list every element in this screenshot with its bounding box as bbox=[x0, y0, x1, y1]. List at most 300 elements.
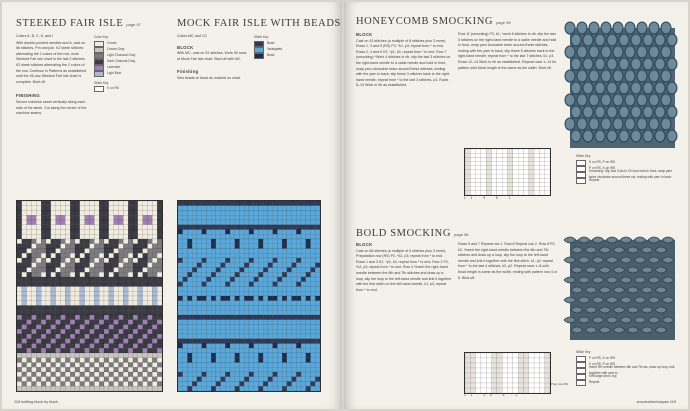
chart-cell bbox=[51, 358, 56, 363]
chart-cell bbox=[46, 239, 51, 244]
knit-cell bbox=[589, 70, 599, 82]
chart-cell bbox=[152, 315, 157, 320]
chart-cell bbox=[22, 329, 27, 334]
chart-cell bbox=[51, 301, 56, 306]
chart-cell bbox=[277, 220, 282, 225]
chart-cell bbox=[119, 348, 124, 353]
chart-cell bbox=[70, 301, 75, 306]
chart-cell bbox=[192, 377, 197, 382]
chart-cell bbox=[104, 377, 109, 382]
chart-cell bbox=[534, 162, 539, 166]
chart-cell bbox=[258, 315, 263, 320]
chart-cell bbox=[235, 386, 240, 391]
chart-cell bbox=[17, 220, 22, 225]
chart-cell bbox=[183, 325, 188, 330]
chart-cell bbox=[240, 282, 245, 287]
chart-cell bbox=[70, 325, 75, 330]
chart-cell bbox=[273, 377, 278, 382]
chart-cell bbox=[27, 320, 32, 325]
chart-cell bbox=[221, 348, 226, 353]
chart-cell bbox=[254, 320, 259, 325]
chart-cell bbox=[75, 249, 80, 254]
chart-cell bbox=[529, 373, 534, 378]
knit-cell bbox=[619, 82, 629, 94]
chart-cell bbox=[273, 201, 278, 206]
chart-cell bbox=[306, 339, 311, 344]
chart-cell bbox=[277, 358, 282, 363]
chart-cell bbox=[138, 244, 143, 249]
chart-cell bbox=[56, 310, 61, 315]
chart-cell bbox=[27, 296, 32, 301]
chart-cell bbox=[306, 296, 311, 301]
chart-cell bbox=[27, 244, 32, 249]
chart-cell bbox=[235, 329, 240, 334]
chart-cell bbox=[56, 329, 61, 334]
chart-cell bbox=[268, 268, 273, 273]
chart-cell bbox=[114, 353, 119, 358]
chart-cell bbox=[486, 378, 491, 383]
chart-cell bbox=[123, 291, 128, 296]
chart-cell bbox=[138, 363, 143, 368]
chart-cell bbox=[221, 230, 226, 235]
chart-cell bbox=[119, 325, 124, 330]
chart-cell bbox=[282, 272, 287, 277]
knit-cell bbox=[649, 46, 659, 58]
chart-cell bbox=[99, 249, 104, 254]
chart-cell bbox=[61, 382, 66, 387]
chart-cell bbox=[178, 358, 183, 363]
chart-cell bbox=[148, 363, 153, 368]
chart-cell bbox=[133, 211, 138, 216]
chart-cell bbox=[99, 225, 104, 230]
chart-cell bbox=[235, 258, 240, 263]
chart-cell bbox=[183, 329, 188, 334]
chart-cell bbox=[157, 325, 162, 330]
chart-cell bbox=[282, 225, 287, 230]
chart-cell bbox=[109, 301, 114, 306]
chart-cell bbox=[244, 263, 249, 268]
chart-cell bbox=[80, 296, 85, 301]
chart-cell bbox=[230, 348, 235, 353]
chart-cell bbox=[178, 325, 183, 330]
chart-cell bbox=[51, 382, 56, 387]
chart-cell bbox=[70, 310, 75, 315]
chart-cell bbox=[306, 249, 311, 254]
chart-cell bbox=[497, 182, 502, 186]
chart-cell bbox=[143, 201, 148, 206]
honeycomb-stitch-key bbox=[576, 154, 676, 184]
chart-cell bbox=[104, 258, 109, 263]
chart-cell bbox=[148, 234, 153, 239]
chart-cell bbox=[56, 363, 61, 368]
chart-cell bbox=[206, 215, 211, 220]
chart-cell bbox=[36, 353, 41, 358]
chart-cell bbox=[225, 339, 230, 344]
chart-cell bbox=[61, 377, 66, 382]
chart-cell bbox=[178, 320, 183, 325]
chart-cell bbox=[244, 220, 249, 225]
chart-cell bbox=[143, 215, 148, 220]
chart-cell bbox=[85, 348, 90, 353]
chart-cell bbox=[32, 367, 37, 372]
chart-cell bbox=[128, 306, 133, 311]
chart-cell bbox=[273, 353, 278, 358]
chart-cell bbox=[65, 211, 70, 216]
chart-cell bbox=[287, 258, 292, 263]
right-page bbox=[344, 2, 688, 409]
chart-cell bbox=[197, 334, 202, 339]
chart-cell bbox=[148, 211, 153, 216]
chart-cell bbox=[114, 253, 119, 258]
chart-cell bbox=[481, 383, 486, 388]
chart-cell bbox=[240, 386, 245, 391]
chart-cell bbox=[51, 268, 56, 273]
chart-cell bbox=[143, 282, 148, 287]
knit-cell bbox=[595, 34, 605, 46]
chart-cell bbox=[65, 272, 70, 277]
chart-cell bbox=[56, 287, 61, 292]
chart-cell bbox=[85, 249, 90, 254]
chart-cell bbox=[183, 301, 188, 306]
chart-cell bbox=[65, 268, 70, 273]
chart-cell bbox=[114, 315, 119, 320]
chart-cell bbox=[277, 253, 282, 258]
chart-cell bbox=[263, 334, 268, 339]
chart-cell bbox=[211, 325, 216, 330]
chart-cell bbox=[306, 358, 311, 363]
chart-cell bbox=[282, 358, 287, 363]
chart-cell bbox=[254, 310, 259, 315]
chart-cell bbox=[311, 329, 316, 334]
chart-cell bbox=[254, 282, 259, 287]
chart-cell bbox=[94, 258, 99, 263]
chart-cell bbox=[202, 258, 207, 263]
chart-cell bbox=[277, 339, 282, 344]
chart-cell bbox=[192, 239, 197, 244]
chart-grid bbox=[465, 353, 550, 393]
chart-cell bbox=[75, 230, 80, 235]
chart-cell bbox=[51, 211, 56, 216]
chart-cell bbox=[27, 206, 32, 211]
chart-cell bbox=[157, 263, 162, 268]
chart-cell bbox=[277, 244, 282, 249]
chart-cell bbox=[41, 325, 46, 330]
chart-cell bbox=[513, 191, 518, 195]
chart-cell bbox=[138, 282, 143, 287]
chart-cell bbox=[225, 377, 230, 382]
chart-cell bbox=[46, 258, 51, 263]
knit-cell bbox=[643, 82, 653, 94]
chart-cell bbox=[17, 386, 22, 391]
chart-cell bbox=[311, 325, 316, 330]
chart-cell bbox=[85, 320, 90, 325]
chart-cell bbox=[22, 225, 27, 230]
chart-cell bbox=[36, 315, 41, 320]
chart-cell bbox=[178, 230, 183, 235]
chart-cell bbox=[197, 201, 202, 206]
chart-cell bbox=[41, 249, 46, 254]
chart-cell bbox=[221, 329, 226, 334]
chart-cell bbox=[221, 310, 226, 315]
chart-cell bbox=[17, 363, 22, 368]
chart-cell bbox=[85, 206, 90, 211]
chart-cell bbox=[128, 291, 133, 296]
chart-cell bbox=[109, 339, 114, 344]
chart-cell bbox=[61, 315, 66, 320]
chart-cell bbox=[311, 382, 316, 387]
chart-cell bbox=[306, 244, 311, 249]
chart-cell bbox=[183, 234, 188, 239]
chart-cell bbox=[268, 329, 273, 334]
chart-cell bbox=[206, 234, 211, 239]
chart-cell bbox=[301, 206, 306, 211]
chart-cell bbox=[152, 258, 157, 263]
chart-cell bbox=[315, 215, 320, 220]
chart-cell bbox=[99, 348, 104, 353]
chart-cell bbox=[65, 225, 70, 230]
bold-stitch-key bbox=[576, 350, 676, 386]
chart-cell bbox=[114, 220, 119, 225]
chart-cell bbox=[249, 287, 254, 292]
chart-cell bbox=[211, 353, 216, 358]
chart-cell bbox=[249, 306, 254, 311]
chart-cell bbox=[32, 348, 37, 353]
steeked-text bbox=[16, 34, 88, 118]
chart-cell bbox=[192, 372, 197, 377]
chart-cell bbox=[138, 287, 143, 292]
chart-cell bbox=[254, 339, 259, 344]
chart-cell bbox=[235, 325, 240, 330]
knit-cell bbox=[571, 34, 581, 46]
chart-cell bbox=[502, 157, 507, 161]
chart-cell bbox=[104, 215, 109, 220]
knit-cell bbox=[595, 106, 605, 118]
chart-cell bbox=[230, 258, 235, 263]
chart-cell bbox=[70, 296, 75, 301]
chart-cell bbox=[230, 320, 235, 325]
chart-cell bbox=[273, 325, 278, 330]
chart-cell bbox=[138, 320, 143, 325]
chart-cell bbox=[301, 348, 306, 353]
chart-cell bbox=[65, 320, 70, 325]
chart-cell bbox=[56, 334, 61, 339]
chart-cell bbox=[143, 315, 148, 320]
chart-cell bbox=[277, 272, 282, 277]
chart-cell bbox=[513, 174, 518, 178]
chart-cell bbox=[27, 353, 32, 358]
chart-cell bbox=[85, 230, 90, 235]
chart-cell bbox=[183, 386, 188, 391]
chart-cell bbox=[51, 291, 56, 296]
chart-cell bbox=[61, 348, 66, 353]
chart-cell bbox=[197, 382, 202, 387]
chart-cell bbox=[225, 334, 230, 339]
chart-cell bbox=[518, 182, 523, 186]
chart-cell bbox=[192, 325, 197, 330]
chart-cell bbox=[306, 386, 311, 391]
knit-cell bbox=[655, 58, 665, 70]
chart-cell bbox=[287, 287, 292, 292]
chart-cell bbox=[27, 230, 32, 235]
chart-cell bbox=[240, 344, 245, 349]
chart-cell bbox=[36, 249, 41, 254]
chart-cell bbox=[133, 239, 138, 244]
chart-cell bbox=[197, 310, 202, 315]
chart-cell bbox=[258, 201, 263, 206]
chart-cell bbox=[306, 291, 311, 296]
chart-cell bbox=[244, 367, 249, 372]
chart-cell bbox=[17, 230, 22, 235]
chart-cell bbox=[70, 377, 75, 382]
chart-cell bbox=[211, 268, 216, 273]
chart-cell bbox=[192, 263, 197, 268]
chart-cell bbox=[17, 367, 22, 372]
chart-cell bbox=[311, 363, 316, 368]
chart-cell bbox=[273, 382, 278, 387]
chart-cell bbox=[51, 234, 56, 239]
chart-cell bbox=[282, 382, 287, 387]
chart-cell bbox=[51, 315, 56, 320]
chart-cell bbox=[249, 220, 254, 225]
chart-cell bbox=[216, 339, 221, 344]
chart-cell bbox=[221, 249, 226, 254]
chart-cell bbox=[197, 296, 202, 301]
chart-cell bbox=[230, 334, 235, 339]
chart-cell bbox=[99, 372, 104, 377]
honeycomb-title bbox=[356, 16, 511, 27]
chart-cell bbox=[143, 377, 148, 382]
chart-cell bbox=[36, 211, 41, 216]
chart-cell bbox=[273, 206, 278, 211]
chart-cell bbox=[75, 320, 80, 325]
chart-cell bbox=[216, 201, 221, 206]
chart-cell bbox=[197, 363, 202, 368]
chart-cell bbox=[109, 234, 114, 239]
chart-cell bbox=[99, 287, 104, 292]
chart-cell bbox=[206, 249, 211, 254]
chart-cell bbox=[306, 272, 311, 277]
chart-cell bbox=[273, 234, 278, 239]
chart-cell bbox=[138, 329, 143, 334]
chart-cell bbox=[157, 272, 162, 277]
chart-cell bbox=[157, 372, 162, 377]
chart-cell bbox=[476, 373, 481, 378]
chart-cell bbox=[240, 334, 245, 339]
chart-cell bbox=[70, 244, 75, 249]
chart-cell bbox=[534, 174, 539, 178]
chart-cell bbox=[41, 339, 46, 344]
chart-cell bbox=[254, 239, 259, 244]
chart-cell bbox=[211, 367, 216, 372]
chart-cell bbox=[85, 353, 90, 358]
chart-cell bbox=[230, 206, 235, 211]
chart-cell bbox=[85, 215, 90, 220]
chart-cell bbox=[465, 162, 470, 166]
chart-cell bbox=[94, 320, 99, 325]
chart-cell bbox=[70, 291, 75, 296]
chart-cell bbox=[492, 191, 497, 195]
chart-cell bbox=[152, 353, 157, 358]
chart-cell bbox=[99, 291, 104, 296]
chart-cell bbox=[90, 239, 95, 244]
chart-cell bbox=[75, 234, 80, 239]
chart-cell bbox=[114, 239, 119, 244]
chart-cell bbox=[104, 310, 109, 315]
chart-cell bbox=[61, 339, 66, 344]
chart-cell bbox=[508, 363, 513, 368]
chart-cell bbox=[202, 334, 207, 339]
chart-cell bbox=[206, 287, 211, 292]
chart-cell bbox=[216, 382, 221, 387]
chart-cell bbox=[32, 230, 37, 235]
chart-cell bbox=[133, 301, 138, 306]
chart-cell bbox=[301, 291, 306, 296]
chart-cell bbox=[221, 268, 226, 273]
chart-cell bbox=[258, 301, 263, 306]
chart-cell bbox=[61, 249, 66, 254]
chart-cell bbox=[315, 367, 320, 372]
chart-cell bbox=[85, 234, 90, 239]
chart-cell bbox=[268, 353, 273, 358]
chart-cell bbox=[27, 301, 32, 306]
chart-cell bbox=[465, 187, 470, 191]
chart-cell bbox=[502, 373, 507, 378]
chart-cell bbox=[240, 239, 245, 244]
chart-cell bbox=[27, 382, 32, 387]
chart-cell bbox=[70, 206, 75, 211]
chart-cell bbox=[114, 339, 119, 344]
chart-cell bbox=[187, 325, 192, 330]
chart-cell bbox=[282, 320, 287, 325]
chart-cell bbox=[240, 253, 245, 258]
chart-cell bbox=[235, 244, 240, 249]
chart-cell bbox=[277, 301, 282, 306]
key-label: K on RS, P on WS bbox=[589, 361, 616, 366]
chart-cell bbox=[301, 315, 306, 320]
chart-cell bbox=[230, 268, 235, 273]
chart-cell bbox=[508, 162, 513, 166]
chart-cell bbox=[306, 320, 311, 325]
chart-cell bbox=[114, 277, 119, 282]
chart-cell bbox=[235, 363, 240, 368]
chart-cell bbox=[273, 230, 278, 235]
chart-cell bbox=[80, 201, 85, 206]
chart-cell bbox=[301, 211, 306, 216]
chart-cell bbox=[225, 287, 230, 292]
chart-cell bbox=[128, 386, 133, 391]
chart-cell bbox=[465, 358, 470, 363]
chart-cell bbox=[192, 206, 197, 211]
knit-cell bbox=[667, 130, 677, 142]
chart-cell bbox=[529, 162, 534, 166]
chart-cell bbox=[273, 220, 278, 225]
chart-cell bbox=[183, 230, 188, 235]
chart-cell bbox=[152, 386, 157, 391]
chart-cell bbox=[301, 234, 306, 239]
chart-cell bbox=[296, 301, 301, 306]
chart-cell bbox=[90, 234, 95, 239]
chart-cell bbox=[197, 301, 202, 306]
chart-cell bbox=[197, 344, 202, 349]
chart-cell bbox=[539, 358, 544, 363]
chart-cell bbox=[41, 363, 46, 368]
key-label: Cream bbox=[107, 40, 117, 45]
chart-cell bbox=[277, 268, 282, 273]
chart-cell bbox=[94, 239, 99, 244]
chart-cell bbox=[133, 215, 138, 220]
chart-cell bbox=[216, 287, 221, 292]
chart-cell bbox=[187, 272, 192, 277]
